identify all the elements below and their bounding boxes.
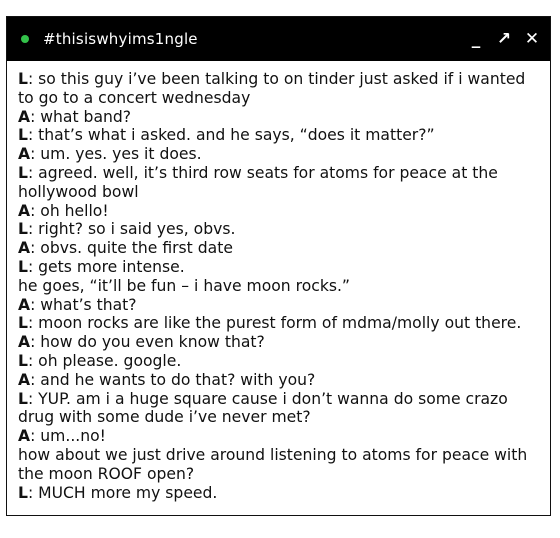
chat-message [18, 164, 542, 202]
message-speaker: L [18, 220, 28, 239]
message-text: : obvs. quite the first date [30, 239, 233, 258]
message-text: : MUCH more my speed. [27, 483, 218, 502]
chat-message [18, 333, 542, 352]
message-speaker: A [18, 295, 31, 314]
message-text: : um. yes. yes it does. [30, 145, 202, 164]
message-speaker: L [18, 70, 28, 88]
message-text: : right? so i said yes, obvs. [27, 220, 236, 239]
message-text: : gets more intense. [27, 257, 185, 276]
message-speaker: A [18, 145, 31, 164]
message-text: : so this guy i’ve been talking to on tinder just asked if i wanted to go to a concert wednesday [18, 70, 526, 107]
chat-message [18, 220, 542, 239]
chat-message [18, 296, 542, 315]
message-text: : agreed. well, it’s third row seats for atoms for peace at the hollywood bowl [18, 163, 498, 201]
message-speaker: L [18, 163, 28, 182]
chat-message [18, 427, 542, 446]
chat-message [18, 314, 542, 333]
message-text: : how do you even know that? [30, 333, 265, 352]
message-speaker: L [18, 314, 28, 333]
message-text: : and he wants to do that? with you? [30, 370, 316, 389]
message-text: : moon rocks are like the purest form of mdma/molly out there. [27, 314, 522, 333]
chat-message [18, 352, 542, 371]
message-text: how about we just drive around listening to atoms for peace with the moon ROOF open? [18, 445, 528, 483]
message-speaker: A [18, 427, 31, 446]
chat-message [18, 202, 542, 221]
message-text: : what’s that? [30, 295, 137, 314]
chat-message [18, 258, 542, 277]
message-text: : YUP. am i a huge square cause i don’t wanna do some crazo drug with some dude i’ve never met? [18, 389, 508, 427]
window-controls [468, 28, 540, 49]
message-speaker: A [18, 107, 31, 126]
message-speaker: L [18, 483, 28, 502]
message-text: : um...no! [30, 427, 106, 446]
chat-message [18, 277, 542, 296]
message-speaker: A [18, 370, 31, 389]
expand-icon[interactable]: ↗ [496, 28, 512, 49]
chat-message [18, 145, 542, 164]
chat-transcript [7, 61, 550, 502]
title-bar[interactable] [7, 17, 550, 61]
chat-message [18, 239, 542, 258]
message-speaker: L [18, 351, 28, 370]
chat-message [18, 371, 542, 390]
message-speaker: L [18, 389, 28, 408]
window-title: #thisiswhyims1ngle [43, 30, 198, 48]
online-status-icon [21, 35, 29, 43]
chat-message [18, 126, 542, 145]
message-speaker: A [18, 333, 31, 352]
message-text: : oh please. google. [27, 351, 182, 370]
chat-message [18, 446, 542, 484]
chat-message [18, 390, 542, 428]
message-text: he goes, “it’ll be fun – i have moon rocks.” [18, 276, 351, 295]
message-speaker: A [18, 201, 31, 220]
message-text: : oh hello! [30, 201, 109, 220]
message-text: : what band? [30, 107, 132, 126]
message-text: : that’s what i asked. and he says, “does it matter?” [27, 126, 435, 145]
message-speaker: L [18, 257, 28, 276]
message-speaker: A [18, 239, 31, 258]
message-speaker: L [18, 126, 28, 145]
minimize-icon[interactable]: _ [471, 28, 481, 49]
chat-message [18, 484, 542, 503]
chat-message [18, 108, 542, 127]
chat-message [18, 70, 542, 108]
chat-window [6, 16, 551, 516]
close-icon[interactable]: ✕ [524, 28, 540, 49]
